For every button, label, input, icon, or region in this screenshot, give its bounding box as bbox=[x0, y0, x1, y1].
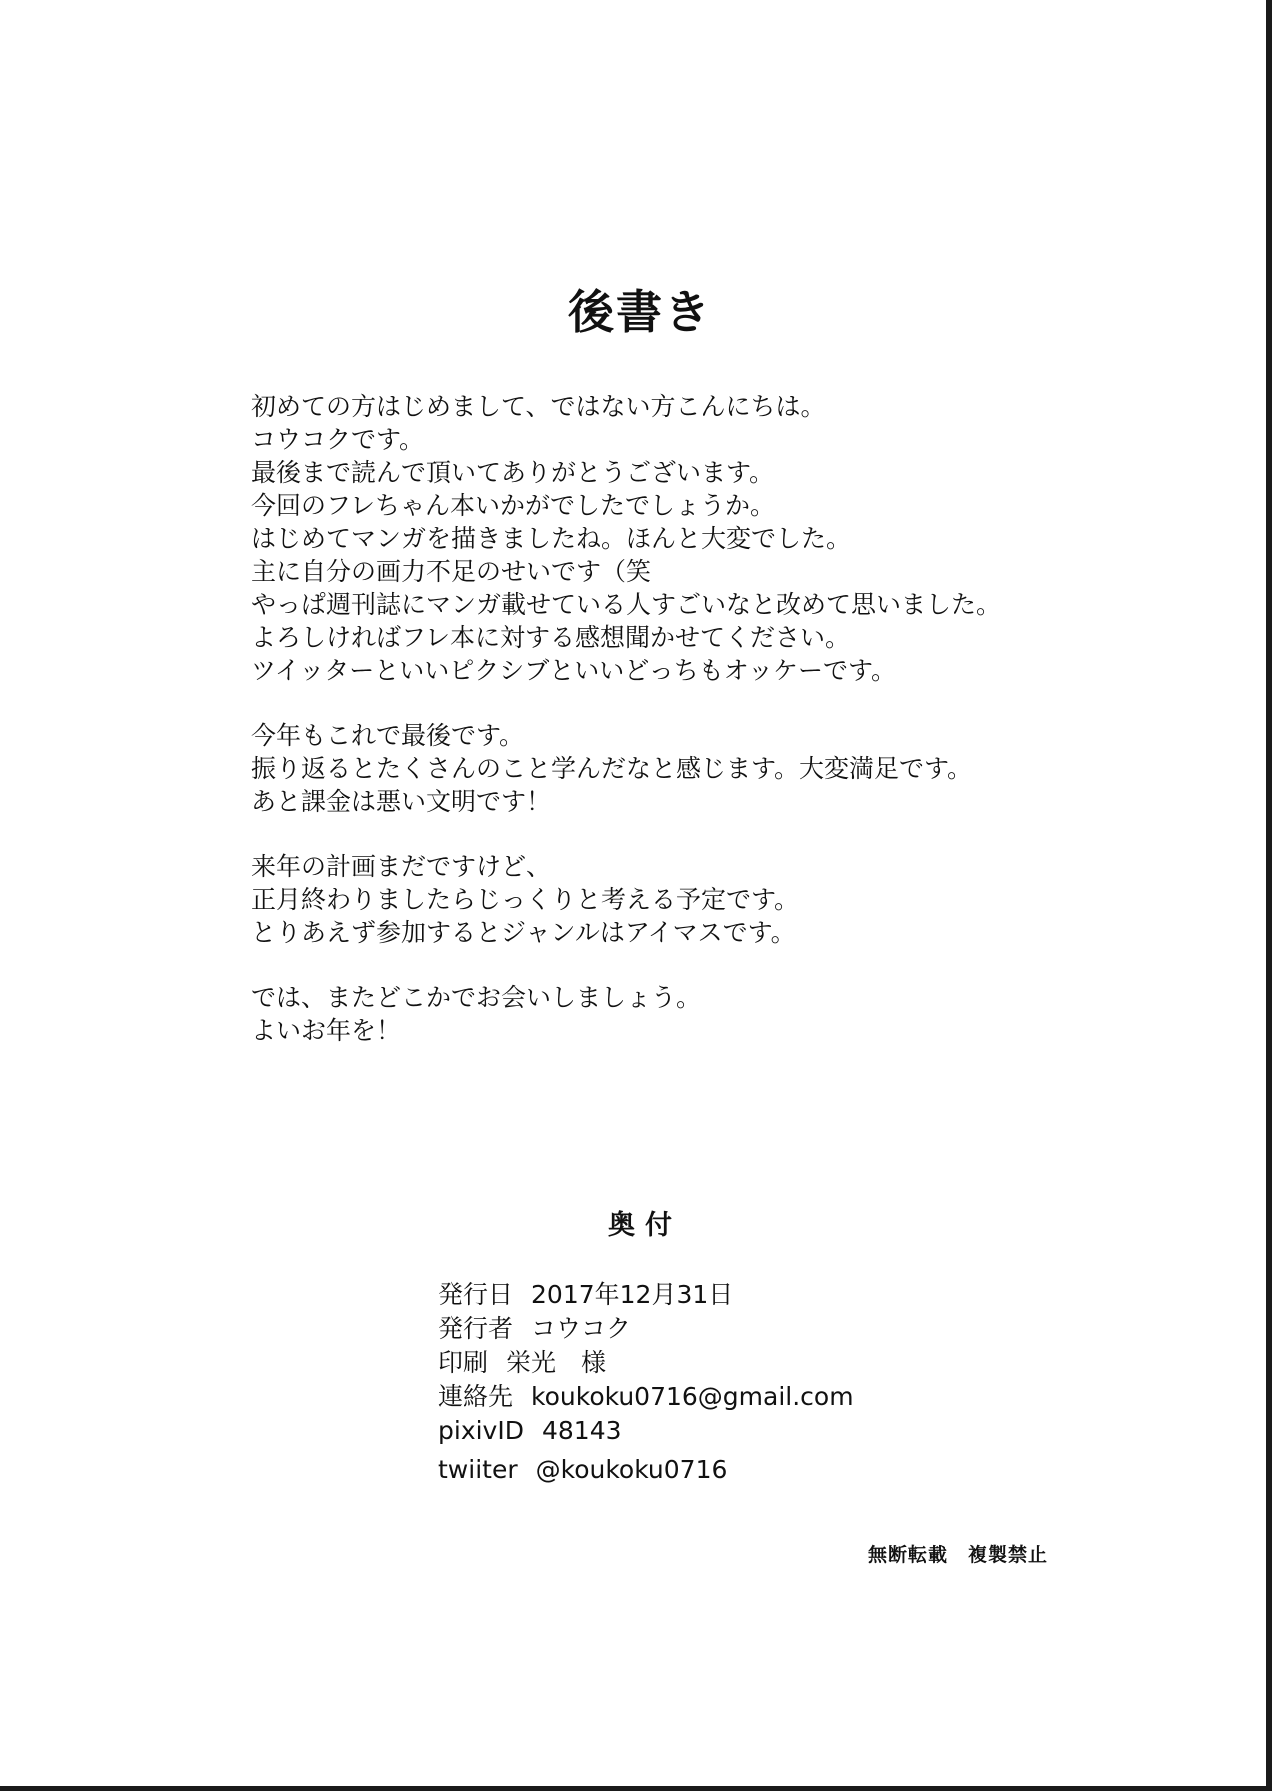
text-line: では、またどこかでお会いしましょう。 bbox=[251, 983, 702, 1012]
colophon-title: 奥付 bbox=[608, 1210, 682, 1241]
paragraph-year-end bbox=[251, 719, 1151, 818]
text-line: 正月終わりましたらじっくりと考える予定です。 bbox=[251, 885, 800, 914]
colophon-value: 栄光 様 bbox=[506, 1348, 607, 1377]
colophon-value: 2017年12月31日 bbox=[531, 1280, 734, 1309]
text-line: 今回のフレちゃん本いかがでしたでしょうか。 bbox=[251, 491, 776, 520]
text-line: よいお年を！ bbox=[251, 1016, 402, 1045]
text-line: 初めての方はじめまして、ではない方こんにちは。 bbox=[251, 392, 826, 421]
afterword-body bbox=[251, 390, 1151, 1079]
colophon-row-pixiv bbox=[438, 1414, 854, 1448]
text-line: あと課金は悪い文明です！ bbox=[251, 787, 552, 816]
text-line: 振り返るとたくさんのこと学んだなと感じます。大変満足です。 bbox=[251, 754, 973, 783]
colophon-key: pixivID bbox=[438, 1416, 524, 1445]
text-line: はじめてマンガを描きましたね。ほんと大変でした。 bbox=[251, 524, 852, 553]
colophon-value: コウコク bbox=[531, 1314, 632, 1343]
text-line: コウコクです。 bbox=[251, 425, 425, 454]
colophon-email: koukoku0716@gmail.com bbox=[531, 1382, 854, 1411]
paragraph-greeting bbox=[251, 390, 1151, 687]
colophon-row-twitter bbox=[438, 1453, 854, 1487]
colophon-handle: @koukoku0716 bbox=[535, 1455, 728, 1484]
colophon-key: twiiter bbox=[438, 1455, 518, 1484]
colophon-key: 印刷 bbox=[438, 1348, 489, 1377]
text-line: とりあえず参加するとジャンルはアイマスです。 bbox=[251, 918, 796, 947]
page-title: 後書き bbox=[568, 285, 712, 339]
text-line: 最後まで読んで頂いてありがとうございます。 bbox=[251, 458, 775, 487]
text-line: よろしければフレ本に対する感想聞かせてください。 bbox=[251, 623, 851, 652]
text-line: 来年の計画まだですけど、 bbox=[251, 852, 552, 881]
colophon-key: 発行日 bbox=[438, 1280, 514, 1309]
colophon-value: 48143 bbox=[541, 1416, 622, 1445]
copyright-notice: 無断転載 複製禁止 bbox=[867, 1544, 1048, 1566]
text-line: ツイッターといいピクシブといいどっちもオッケーです。 bbox=[251, 656, 897, 685]
colophon-row-printer bbox=[438, 1346, 854, 1380]
text-line: 今年もこれで最後です。 bbox=[251, 721, 525, 750]
colophon-key: 連絡先 bbox=[438, 1382, 514, 1411]
colophon-key: 発行者 bbox=[438, 1314, 514, 1343]
paragraph-farewell bbox=[251, 981, 1151, 1047]
colophon-row-date bbox=[438, 1278, 854, 1312]
colophon bbox=[438, 1278, 854, 1487]
text-line: 主に自分の画力不足のせいです（笑 bbox=[251, 557, 652, 586]
paragraph-next-year bbox=[251, 850, 1151, 949]
colophon-row-contact bbox=[438, 1380, 854, 1414]
text-line: やっぱ週刊誌にマンガ載せている人すごいなと改めて思いました。 bbox=[251, 590, 1002, 619]
colophon-row-publisher bbox=[438, 1312, 854, 1346]
